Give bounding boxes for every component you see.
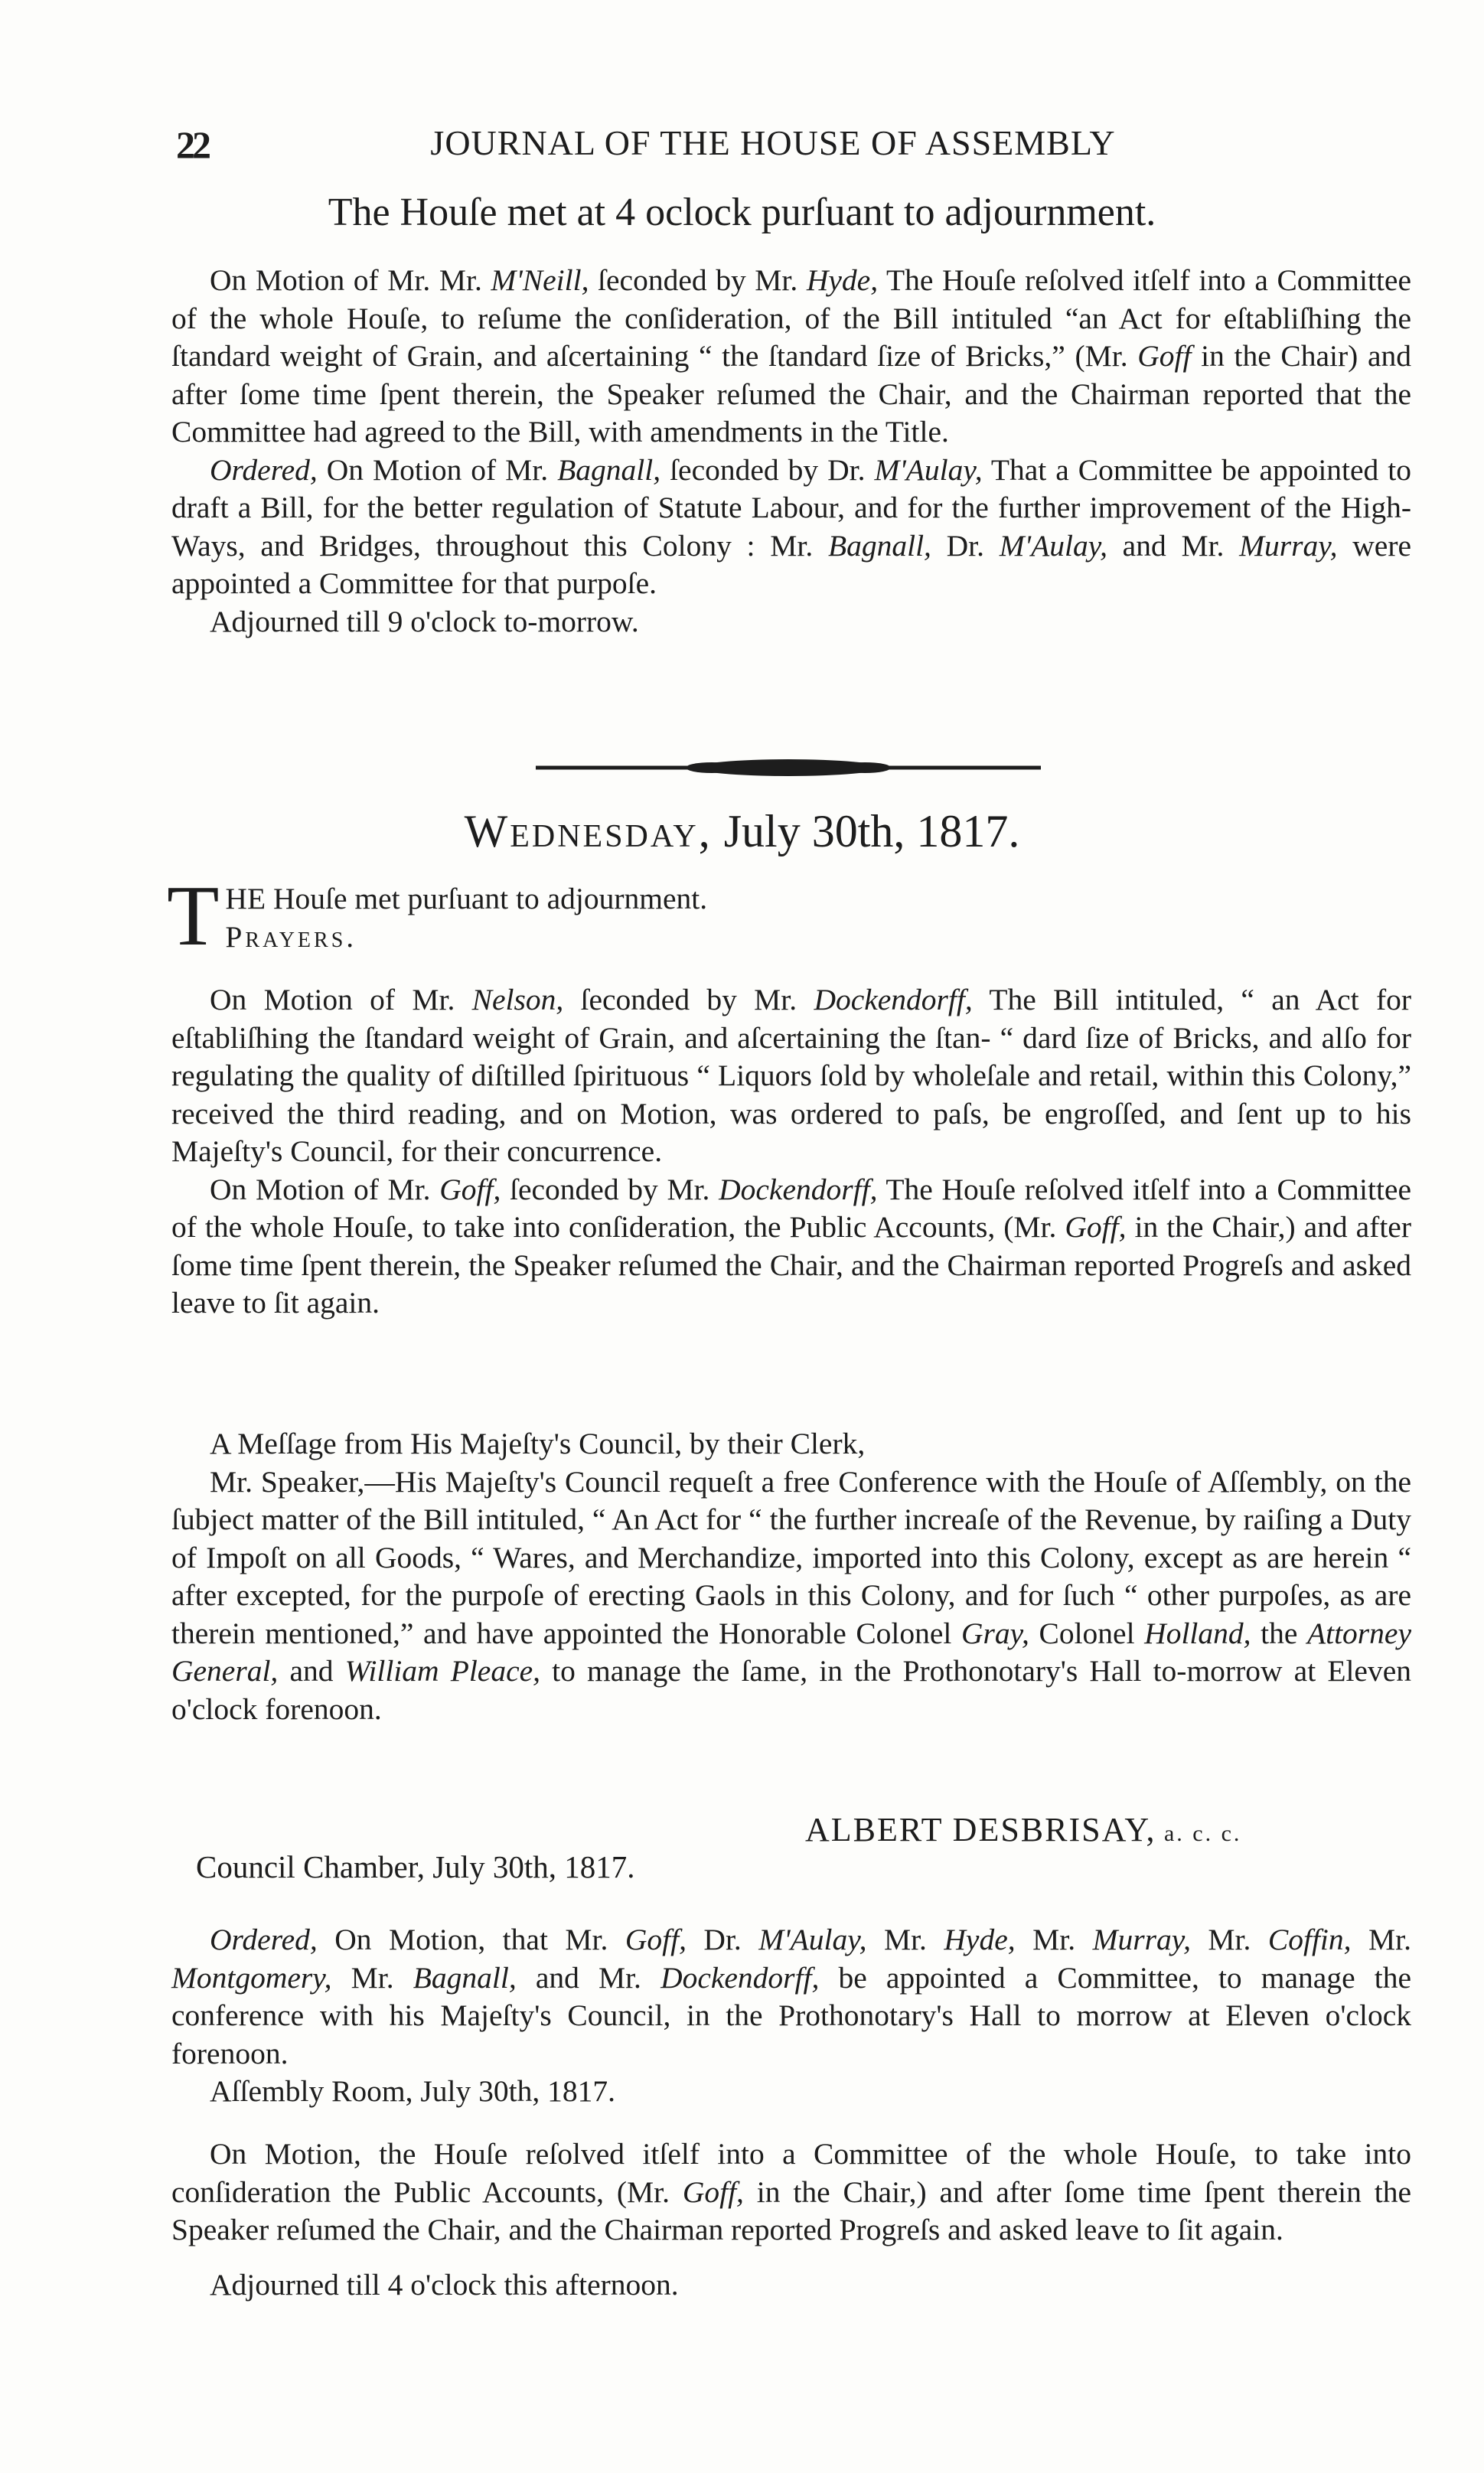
paragraph-committee-bill xyxy=(171,262,1411,452)
text-run: Mr. xyxy=(331,1960,413,1995)
member-name: Goff, xyxy=(1065,1210,1127,1244)
text-run: On Motion of Mr. Mr. xyxy=(210,263,491,297)
text-run: On Motion of Mr. xyxy=(317,452,558,487)
afternoon-proceedings xyxy=(171,262,1411,641)
page-number: 22 xyxy=(176,123,208,166)
member-name: Dockendorff, xyxy=(719,1172,878,1206)
paragraph-public-accounts xyxy=(171,1171,1411,1323)
member-name: Goff, xyxy=(682,2174,744,2209)
text-run: ſeconded by Mr. xyxy=(563,983,814,1016)
paragraph-ordered-committee xyxy=(171,452,1411,603)
text-run: Mr. xyxy=(1015,1923,1093,1956)
member-name: Goff, xyxy=(625,1923,687,1956)
clerk-name: ALBERT DESBRISAY, xyxy=(805,1811,1156,1848)
text-run: were appointed a Committee for that purpoſe. xyxy=(171,528,1412,600)
member-name: Coffin, xyxy=(1267,1923,1352,1956)
text-run: Colonel xyxy=(1029,1616,1145,1650)
member-name: Montgomery, xyxy=(171,1960,332,1995)
text-run: On Motion, that Mr. xyxy=(317,1923,625,1956)
ornamental-rule xyxy=(536,755,1041,781)
ordered-label: Ordered, xyxy=(210,1923,318,1956)
member-name: Dockendorff, xyxy=(660,1960,820,1995)
date-heading xyxy=(0,805,1484,858)
text-run: the xyxy=(1251,1616,1307,1650)
text-run: in the Chair,) and after ſome time ſpent therein the Speaker reſumed the Chair, and the Chairman reported Progreſs and asked leave to ſit again. xyxy=(171,2174,1412,2246)
office-name: Attorney General, xyxy=(171,1616,1411,1688)
ordered-label: Ordered, xyxy=(210,452,318,487)
member-name: Holland, xyxy=(1144,1616,1251,1650)
text-run: ſeconded by Mr. xyxy=(589,263,807,297)
council-place-date: Council Chamber, July 30th, 1817. xyxy=(196,1849,635,1884)
adjournment-line: Adjourned till 9 o'clock to-morrow. xyxy=(210,604,639,638)
text-run: Mr. xyxy=(866,1923,944,1956)
text-run: and xyxy=(278,1654,345,1688)
text-run: That a Committee be appointed to draft a Bill, for the better regulation of Statute Labour, and for the further improvement of the High-Ways, and Bridges, throughout this Colony : Mr. xyxy=(171,452,1411,563)
member-name: Bagnall, xyxy=(557,452,661,487)
member-name: M'Aulay, xyxy=(758,1923,867,1956)
member-name: Goff, xyxy=(439,1172,501,1206)
morning-opening xyxy=(167,869,1411,964)
text-run: Dr. xyxy=(686,1923,759,1956)
paragraph-third-reading xyxy=(171,981,1411,1171)
text-run: The Houſe reſolved itſelf into a Committee of the whole Houſe, to take into conſideration, the Public Accounts, (Mr. xyxy=(171,1172,1411,1244)
member-name: Gray, xyxy=(961,1616,1029,1650)
message-intro: A Meſſage from His Majeſty's Council, by their Clerk, xyxy=(210,1427,866,1460)
member-name: Nelson, xyxy=(471,983,564,1016)
assembly-place-date: Aſſembly Room, July 30th, 1817. xyxy=(210,2074,615,2108)
text-run: On Motion, the Houſe reſolved itſelf into a Committee of the whole Houſe, to take into conſideration the Public Accounts, (Mr. xyxy=(171,2137,1411,2209)
member-name: Hyde, xyxy=(944,1923,1016,1956)
text-run: in the Chair) and after ſome time ſpent therein, the Speaker reſumed the Chair, and the Chairman reported that the Committee had agreed to the Bill, with amendments in the Title. xyxy=(171,339,1411,449)
text-run: The Bill intituled, “ an Act for eſtabliſhing the ſtandard weight of Grain, and aſcertaining the ſtan- “ dard ſize of Bricks, and alſo for regulating the quality of diſtilled ſpirituous “ Liquors ſold by wholeſale and retail, within this Colony,” received the third reading, and on Motion, was ordered to paſs, be engroſſed, and ſent up to his Majeſty's Council, for their concurrence. xyxy=(171,983,1411,1168)
member-name: Goff xyxy=(1137,339,1192,373)
running-head xyxy=(176,122,1370,171)
closing-proceedings xyxy=(171,2135,1411,2304)
session-heading: The Houſe met at 4 oclock purſuant to adjournment. xyxy=(328,191,1156,234)
clerk-signature xyxy=(805,1810,1241,1849)
paragraph-conference-order xyxy=(171,1921,1411,2073)
member-name: Murray, xyxy=(1239,528,1338,563)
text-run: ſeconded by Dr. xyxy=(660,452,875,487)
clerk-title: a. c. c. xyxy=(1156,1821,1242,1846)
morning-proceedings xyxy=(171,981,1411,1323)
member-name: Bagnall, xyxy=(827,528,931,563)
opening-line: HE Houſe met purſuant to adjournment. xyxy=(225,882,708,915)
text-run: On Motion of Mr. xyxy=(210,1172,440,1206)
member-name: M'Aulay, xyxy=(874,452,983,487)
date: July 30th, 1817. xyxy=(712,806,1020,856)
text-run: in the Chair,) and after ſome time ſpent therein, the Speaker reſumed the Chair, and the Chairman reported Progreſs and asked leave to ſit again. xyxy=(171,1210,1411,1320)
text-run: ſeconded by Mr. xyxy=(501,1172,719,1206)
text-run: The Houſe reſolved itſelf into a Committee of the whole Houſe, to reſume the conſideration, of the Bill intituled “an Act for eſtabliſhing the ſtandard weight of Grain, and aſcertaining “ the ſtandard ſize of Bricks,” (Mr. xyxy=(171,263,1411,373)
paragraph-committee-accounts xyxy=(171,2135,1411,2250)
member-name: Hyde, xyxy=(806,263,879,297)
final-adjournment: Adjourned till 4 o'clock this afternoon. xyxy=(210,2267,679,2302)
text-run: Mr. xyxy=(1190,1923,1268,1956)
message-body xyxy=(171,1463,1411,1729)
text-run: and Mr. xyxy=(516,1960,661,1995)
journal-title: JOURNAL OF THE HOUSE OF ASSEMBLY xyxy=(430,123,1116,162)
member-name: M'Neill, xyxy=(491,263,589,297)
member-name: Bagnall, xyxy=(413,1960,517,1995)
member-name: M'Aulay, xyxy=(999,528,1107,563)
text-run: Dr. xyxy=(931,528,1000,563)
conference-committee xyxy=(171,1921,1411,2111)
member-name: Murray, xyxy=(1092,1923,1191,1956)
member-name: Dockendorff, xyxy=(814,983,973,1016)
member-name: William Pleace, xyxy=(344,1654,541,1688)
text-run: Mr. Speaker,—His Majeſty's Council requeſt a free Conference with the Houſe of Aſſembly, on the ſubject matter of the Bill intituled, “ An Act for “ the further increaſe of the Revenue, by raiſing a Duty of Impoſt on all Goods, “ Wares, and Merchandize, imported into this Colony, except as are herein “ after excepted, for the purpoſe of erecting Gaols in this Colony, and for ſuch “ other purpoſes, as are therein mentioned,” and have appointed the Honorable Colonel xyxy=(171,1464,1411,1650)
text-run: be appointed a Committee, to manage the conference with his Majeſty's Council, in the Prothonotary's Hall to morrow at Eleven o'clock forenoon. xyxy=(171,1960,1411,2070)
weekday: Wednesday, xyxy=(464,806,713,856)
prayers-line: Prayers. xyxy=(225,919,357,954)
text-run: to manage the ſame, in the Prothonotary's Hall to-morrow at Eleven o'clock forenoon. xyxy=(171,1654,1411,1726)
text-run: and Mr. xyxy=(1107,528,1240,563)
text-run: On Motion of Mr. xyxy=(210,983,472,1016)
council-message xyxy=(171,1425,1411,1728)
text-run: Mr. xyxy=(1351,1923,1411,1956)
drop-cap: T xyxy=(167,869,220,964)
